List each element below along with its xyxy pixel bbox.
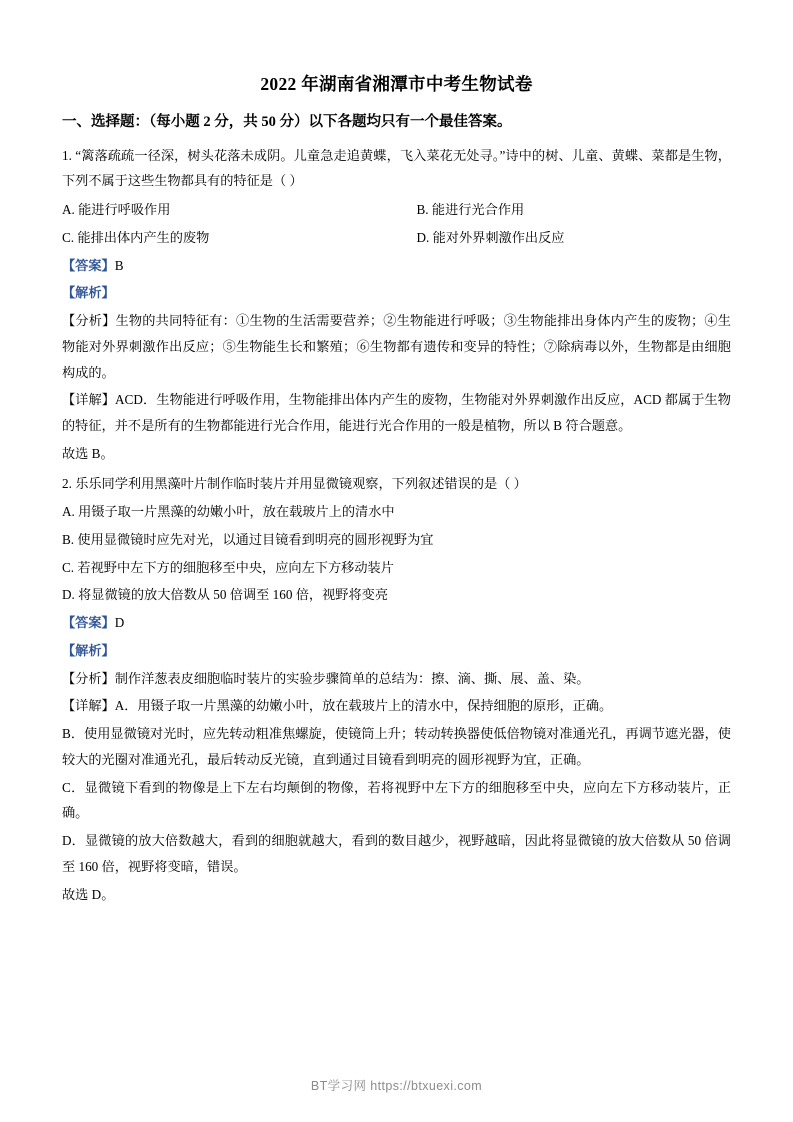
question-2-analysis-paragraph-6: 故选 D。 <box>62 886 115 902</box>
question-2-option-a[interactable]: A. 用镊子取一片黑藻的幼嫩小叶，放在载玻片上的清水中 <box>62 504 395 520</box>
question-2-text: 乐乐同学利用黑藻叶片制作临时装片并用显微镜观察，下列叙述错误的是（ ） <box>75 475 527 491</box>
question-1-analysis-paragraph-2: 【详解】ACD．生物能进行呼吸作用，生物能排出体内产生的废物，生物能对外界刺激作出反应，ACD 都属于生物的特征，并不是所有的生物都能进行光合作用，能进行光合作用的一般是植物，所以 B 符合题意。 <box>62 392 731 434</box>
question-2-analysis-paragraph-1: 【分析】制作洋葱表皮细胞临时装片的实验步骤简单的总结为：擦、滴、撕、展、盖、染。 <box>62 670 590 686</box>
question-2-answer <box>62 610 731 636</box>
question-1-stem <box>62 143 731 194</box>
question-2-analysis-paragraph-4: C．显微镜下看到的物像是上下左右均颠倒的物像，若将视野中左下方的细胞移至中央，应向左下方移动装片，正确。 <box>62 779 731 821</box>
question-2-option-c[interactable]: C. 若视野中左下方的细胞移至中央，应向左下方移动装片 <box>62 559 394 575</box>
question-1-options-row-2 <box>62 225 731 251</box>
question-2-analysis-paragraph-2: 【详解】A．用镊子取一片黑藻的幼嫩小叶，放在载玻片上的清水中，保持细胞的原形，正确。 <box>62 698 613 714</box>
question-2-analysis-label: 【解析】 <box>62 642 115 658</box>
question-1-analysis-label: 【解析】 <box>62 285 115 301</box>
question-1-number: 1. <box>62 147 72 163</box>
question-1-option-c[interactable]: C. 能排出体内产生的废物 <box>62 229 210 245</box>
question-1-option-b[interactable]: B. 能进行光合作用 <box>416 202 525 218</box>
page-title: 2022 年湖南省湘潭市中考生物试卷 <box>260 74 533 94</box>
question-block-2 <box>62 471 731 908</box>
question-1-analysis-paragraph-1: 【分析】生物的共同特征有：①生物的生活需要营养；②生物能进行呼吸；③生物能排出身体内产生的废物；④生物能对外界刺激作出反应；⑤生物能生长和繁殖；⑥生物都有遗传和变异的特性；⑦除病毒以外，生物都是由细胞构成的。 <box>62 313 731 380</box>
question-1-text: “篱落疏疏一径深，树头花落未成阴。儿童急走追黄蝶，飞入菜花无处寻。”诗中的树、儿童、黄蝶、菜都是生物，下列不属于这些生物都具有的特征是（ ） <box>62 147 731 189</box>
question-1-answer-value: B <box>114 257 124 273</box>
footer-watermark: BT学习网 https://btxuexi.com <box>310 1079 483 1093</box>
question-1-analysis-paragraph-3: 故选 B。 <box>62 445 114 461</box>
question-1-options-row-1 <box>62 197 731 223</box>
question-2-option-d[interactable]: D. 将显微镜的放大倍数从 50 倍调至 160 倍，视野将变亮 <box>62 587 389 603</box>
question-2-number: 2. <box>62 475 72 491</box>
question-block-1 <box>62 143 731 467</box>
question-2-answer-value: D <box>114 615 125 631</box>
question-2-analysis-paragraph-5: D．显微镜的放大倍数越大，看到的细胞就越大，看到的数目越少，视野越暗，因此将显微镜的放大倍数从 50 倍调至 160 倍，视野将变暗，错误。 <box>62 833 731 874</box>
question-2-analysis-paragraph-3: B．使用显微镜对光时，应先转动粗准焦螺旋，使镜筒上升；转动转换器使低倍物镜对准通光孔，再调节遮光器，使较大的光圈对准通光孔，最后转动反光镜，直到通过目镜看到明亮的圆形视野为宜，正确。 <box>62 726 731 767</box>
question-1-answer <box>62 253 731 279</box>
question-2-stem <box>62 471 731 497</box>
section-heading: 一、选择题：（每小题 2 分，共 50 分）以下各题均只有一个最佳答案。 <box>62 113 512 130</box>
question-2-option-b[interactable]: B. 使用显微镜时应先对光，以通过目镜看到明亮的圆形视野为宜 <box>62 531 434 547</box>
answer-label: 【答案】 <box>62 257 115 273</box>
question-1-option-a[interactable]: A. 能进行呼吸作用 <box>62 202 171 218</box>
answer-label: 【答案】 <box>62 615 115 631</box>
question-1-option-d[interactable]: D. 能对外界刺激作出反应 <box>416 229 565 245</box>
